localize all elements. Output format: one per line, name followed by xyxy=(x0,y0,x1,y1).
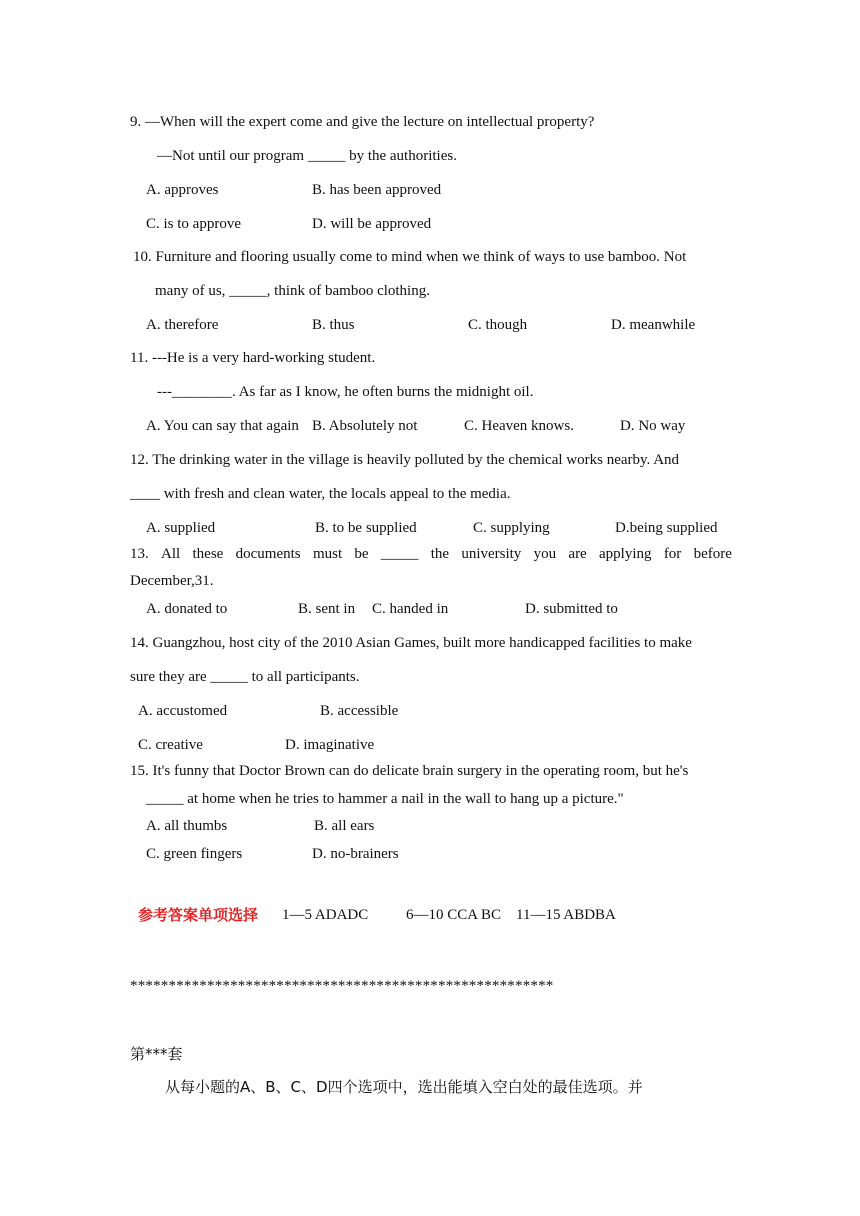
question-13-word: be xyxy=(354,546,369,562)
question-11-stem-line2: ---________. As far as I know, he often burns the midnight oil. xyxy=(157,384,534,400)
question-11-option-c: C. Heaven knows. xyxy=(464,418,574,434)
question-11-option-d: D. No way xyxy=(620,418,686,434)
question-13-stem-line2: December,31. xyxy=(130,573,214,589)
question-11-option-b: B. Absolutely not xyxy=(312,418,418,434)
question-13-word: applying xyxy=(599,546,652,562)
question-14-stem-line2: sure they are _____ to all participants. xyxy=(130,669,360,685)
answer-key-group-1: 1—5 ADADC xyxy=(282,907,369,923)
question-13-word: the xyxy=(430,546,450,562)
question-14-stem: 14. Guangzhou, host city of the 2010 Asian Games, built more handicapped facilities to make xyxy=(130,635,692,651)
question-12-option-c: C. supplying xyxy=(473,520,550,536)
question-13-word: you xyxy=(533,546,557,562)
question-12-stem-line2: ____ with fresh and clean water, the locals appeal to the media. xyxy=(130,486,511,502)
question-9-stem: 9. —When will the expert come and give the lecture on intellectual property? xyxy=(130,114,595,130)
answer-key-group-2: 6—10 CCA BC xyxy=(406,907,502,923)
question-13-word: are xyxy=(568,546,587,562)
question-9-option-c: C. is to approve xyxy=(146,216,241,232)
question-15-option-c: C. green fingers xyxy=(146,846,243,862)
question-14-option-a: A. accustomed xyxy=(138,703,228,719)
question-15-option-d: D. no-brainers xyxy=(312,846,399,862)
question-13-word: for xyxy=(663,546,682,562)
question-9-option-a: A. approves xyxy=(146,182,219,198)
question-13-word: before xyxy=(693,546,732,562)
question-10-option-c: C. though xyxy=(468,317,528,333)
question-13-option-b: B. sent in xyxy=(298,601,356,617)
question-14-option-d: D. imaginative xyxy=(285,737,375,753)
question-12-option-d: D.being supplied xyxy=(615,520,718,536)
question-9-stem-line2: —Not until our program _____ by the authorities. xyxy=(157,148,457,164)
question-9-option-b: B. has been approved xyxy=(312,182,442,198)
question-15-stem-line2: _____ at home when he tries to hammer a nail in the wall to hang up a picture." xyxy=(146,791,624,807)
question-13-word: must xyxy=(312,546,343,562)
question-13-word: documents xyxy=(235,546,301,562)
question-10-option-d: D. meanwhile xyxy=(611,317,696,333)
asterisk-divider: ******************************************************* xyxy=(130,978,554,994)
question-14-option-c: C. creative xyxy=(138,737,203,753)
question-13-option-c: C. handed in xyxy=(372,601,449,617)
question-10-option-b: B. thus xyxy=(312,317,355,333)
question-10-stem-line2: many of us, _____, think of bamboo clothing. xyxy=(155,283,430,299)
question-10-stem: 10. Furniture and flooring usually come to mind when we think of ways to use bamboo. Not xyxy=(133,249,687,265)
question-13-word: _____ xyxy=(380,546,419,562)
question-15-option-a: A. all thumbs xyxy=(146,818,228,834)
question-13-option-d: D. submitted to xyxy=(525,601,618,617)
question-13-option-a: A. donated to xyxy=(146,601,228,617)
answer-key-group-3: 11—15 ABDBA xyxy=(516,907,616,923)
question-13-word: university xyxy=(461,546,522,562)
question-12-stem: 12. The drinking water in the village is heavily polluted by the chemical works nearby. And xyxy=(130,452,680,468)
question-11-option-a: A. You can say that again xyxy=(146,418,299,434)
question-10-option-a: A. therefore xyxy=(146,317,219,333)
question-13-word: All xyxy=(161,546,181,562)
question-13-word: 13. xyxy=(130,546,149,562)
section-title: 第***套 xyxy=(130,1045,183,1063)
question-13-stem xyxy=(130,545,732,563)
answer-key-label: 参考答案单项选择 xyxy=(138,906,259,924)
question-15-stem: 15. It's funny that Doctor Brown can do delicate brain surgery in the operating room, but he's xyxy=(130,763,689,779)
question-13-word: these xyxy=(192,546,224,562)
question-14-option-b: B. accessible xyxy=(320,703,399,719)
question-12-option-b: B. to be supplied xyxy=(315,520,417,536)
section-instruction: 从每小题的A、B、C、D四个选项中，选出能填入空白处的最佳选项。并 xyxy=(165,1078,643,1096)
question-9-option-d: D. will be approved xyxy=(312,216,432,232)
question-15-option-b: B. all ears xyxy=(314,818,375,834)
question-12-option-a: A. supplied xyxy=(146,520,216,536)
question-11-stem: 11. ---He is a very hard-working student. xyxy=(130,350,376,366)
